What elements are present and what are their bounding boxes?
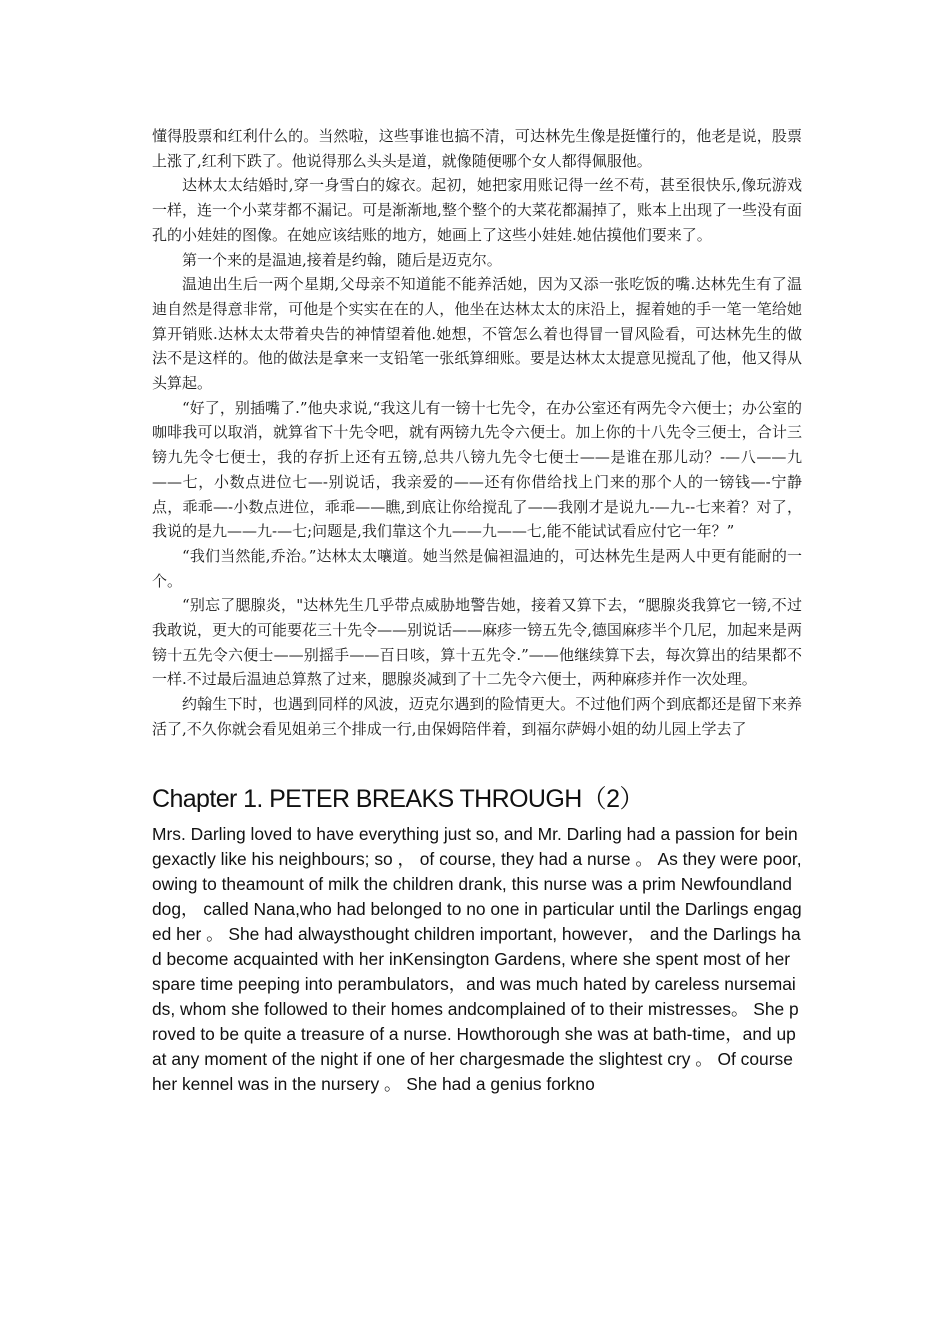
- paragraph: 懂得股票和红利什么的。当然啦，这些事谁也搞不清，可达林先生像是挺懂行的，他老是说，股票上涨了,红利下跌了。他说得那么头头是道，就像随便哪个女人都得佩服他。: [152, 127, 802, 170]
- paragraph: “别忘了腮腺炎，"达林先生几乎带点威胁地警告她，接着又算下去，“腮腺炎我算它一镑,不过我敢说，更大的可能要花三十先令——别说话——麻疹一镑五先令,德国麻疹半个几尼，加起来是两镑十五先令六便士——别摇手——百日咳，算十五先令.”——他继续算下去，每次算出的结果都不一样.不过最后温迪总算熬了过来，腮腺炎减到了十二先令六便士，两种麻疹并作一次处理。: [152, 596, 802, 689]
- paragraph: 温迪出生后一两个星期,父母亲不知道能不能养活她，因为又添一张吃饭的嘴.达林先生有了温迪自然是得意非常，可他是个实实在在的人，他坐在达林太太的床沿上，握着她的手一笔一笔给她算开销账.达林太太带着央告的神情望着他.她想，不管怎么着也得冒一冒风险看，可达林先生的做法不是这样的。他的做法是拿来一支铅笔一张纸算细账。要是达林太太提意见搅乱了他，他又得从头算起。: [152, 275, 802, 393]
- paragraph: “我们当然能,乔治。”达林太太嚷道。她当然是偏袒温迪的，可达林先生是两人中更有能耐的一个。: [152, 546, 802, 590]
- chapter-heading: Chapter 1. PETER BREAKS THROUGH（2）: [152, 784, 644, 813]
- english-paragraph: Mrs. Darling loved to have everything just so, and Mr. Darling had a passion for beingexactly like his neighbours; so ， of course, they had a nurse 。 As they were poor, owing to theamount of milk the children drank, this nurse was a prim Newfoundland dog， called Nana,who had belonged to no one in particular until the Darlings engaged her 。 She had alwaysthought children important, however， and the Darlings had become acquainted with her inKensington Gardens, where she spent most of her spare time peeping into perambulators，and was much hated by careless nursemaids, whom she followed to their homes andcomplained of to their mistresses。 She proved to be quite a treasure of a nurse. Howthorough she was at bath-time，and up at any moment of the night if one of her chargesmade the slightest cry 。 Of course her kennel was in the nursery 。 She had a genius forkno: [152, 823, 802, 1094]
- paragraph: 约翰生下时，也遇到同样的风波，迈克尔遇到的险情更大。不过他们两个到底都还是留下来养活了,不久你就会看见姐弟三个排成一行,由保姆陪伴着，到福尔萨姆小姐的幼儿园上学去了: [152, 695, 802, 738]
- paragraph: “好了，别插嘴了.”他央求说,“我这儿有一镑十七先令，在办公室还有两先令六便士；办公室的咖啡我可以取消，就算省下十先令吧，就有两镑九先令六便士。加上你的十八先令三便士，合计三镑九先令七便士，我的存折上还有五镑,总共八镑九先令七便士——是谁在那儿动？-—八——九——七，小数点进位七—-别说话，我亲爱的——还有你借给找上门来的那个人的一镑钱—-宁静点，乖乖—-小数点进位，乖乖——瞧,到底让你给搅乱了——我刚才是说九-—九--七来着？对了，我说的是九——九-—七;问题是,我们靠这个九——九——七,能不能试试看应付它一年？”: [152, 398, 802, 541]
- paragraph: 第一个来的是温迪,接着是约翰，随后是迈克尔。: [182, 250, 502, 269]
- document-page: [152, 124, 802, 1097]
- chinese-text-block: [152, 124, 802, 742]
- paragraph: 达林太太结婚时,穿一身雪白的嫁衣。起初，她把家用账记得一丝不苟，甚至很快乐,像玩游戏一样，连一个小菜芽都不漏记。可是渐渐地,整个整个的大菜花都漏掉了，账本上出现了一些没有面孔的小娃娃的图像。在她应该结账的地方，她画上了这些小娃娃.她估摸他们要来了。: [152, 176, 802, 244]
